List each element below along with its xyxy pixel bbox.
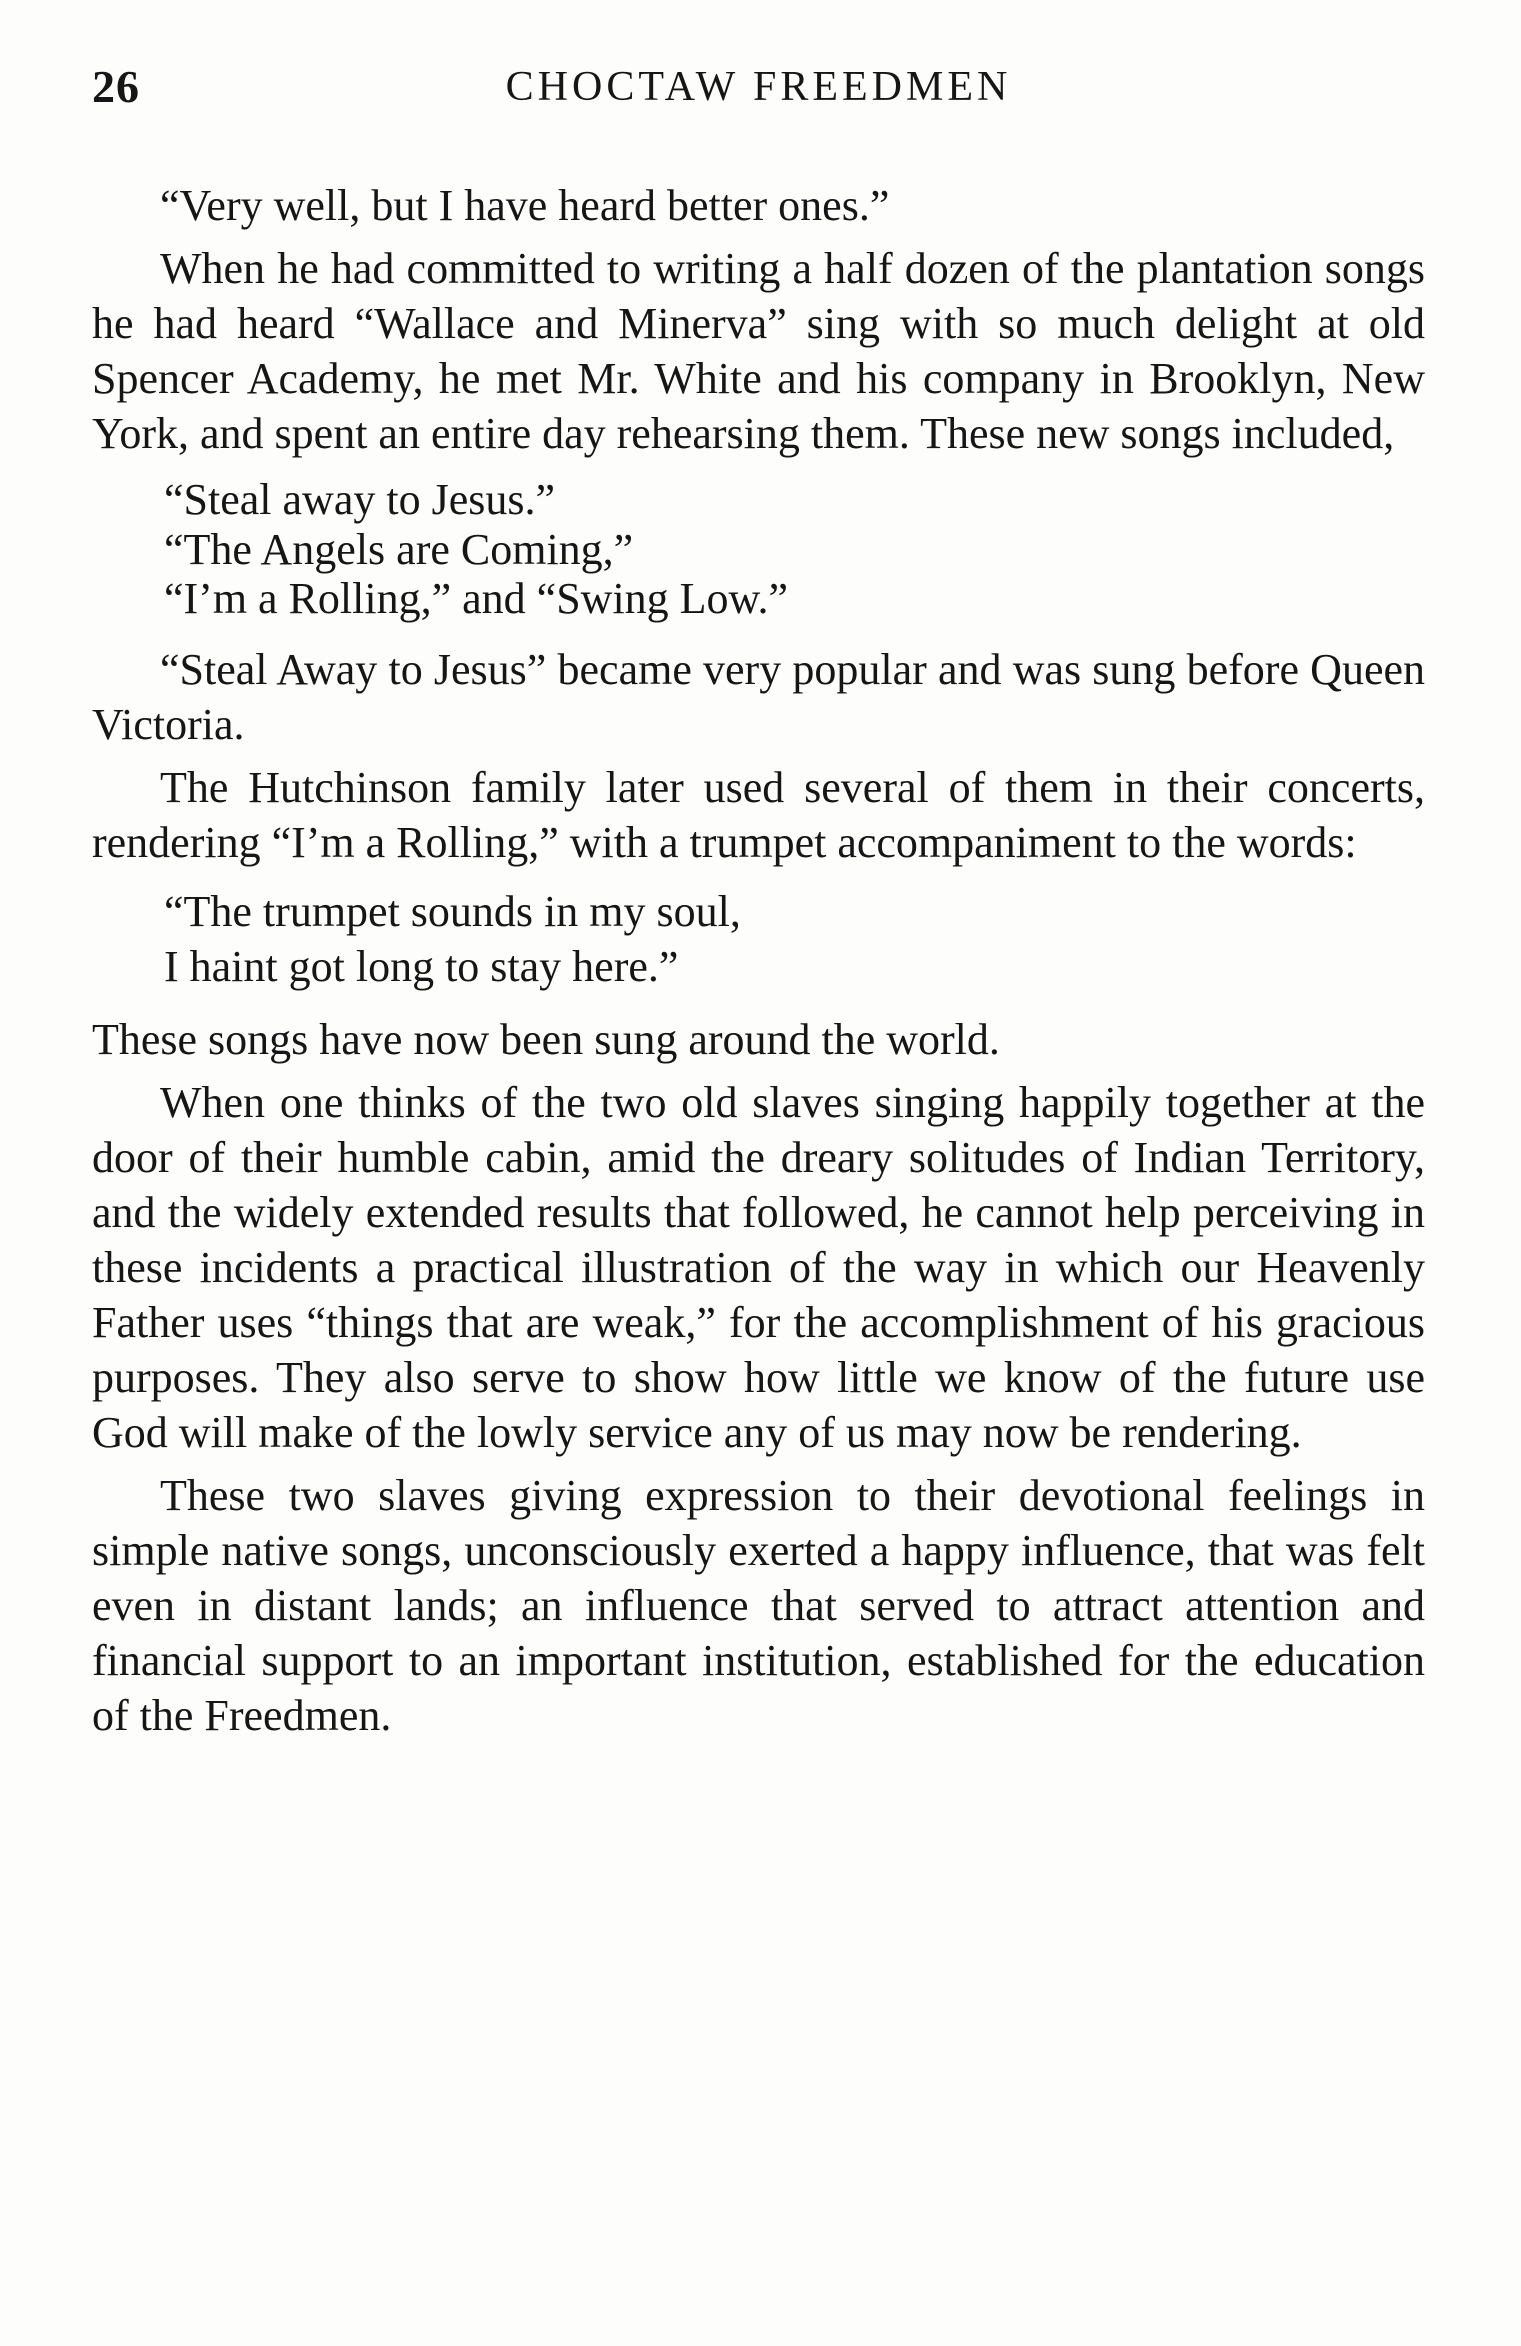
page-text xyxy=(92,178,1425,1743)
paragraph-opening-quote: “Very well, but I have heard better ones.” xyxy=(160,181,890,230)
paragraph-devotional-feelings: These two slaves giving expression to their devotional feelings in simple native songs, unconsciously exerted a happy influence, that was felt even in distant lands; an influence that served to attract attention and financial support to an important institution, established for the education of the Freedmen. xyxy=(92,1471,1425,1741)
verse-line: I haint got long to stay here.” xyxy=(164,942,679,992)
paragraph-hutchinson-family: The Hutchinson family later used several of them in their concerts, rendering “I’m a Rolling,” with a trumpet accompaniment to the words: xyxy=(92,763,1425,868)
paragraph-steal-away-popular: “Steal Away to Jesus” became very popular and was sung before Queen Victoria. xyxy=(92,645,1425,750)
song-line: “The Angels are Coming,” xyxy=(164,524,634,574)
paragraph-two-old-slaves: When one thinks of the two old slaves singing happily together at the door of their humble cabin, amid the dreary solitudes of Indian Territory, and the widely extended results that followed, he cannot help perceiving in these incidents a practical illustration of the way in which our Heavenly Father uses “things that are weak,” for the accomplishment of his gracious purposes. They also serve to show how little we know of the future use God will make of the lowly service any of us may now be rendering. xyxy=(92,1078,1425,1458)
song-title-list xyxy=(164,475,1425,624)
song-line: “I’m a Rolling,” and “Swing Low.” xyxy=(164,574,788,624)
song-line: “Steal away to Jesus.” xyxy=(164,475,555,524)
page-header xyxy=(92,60,1425,126)
page-number: 26 xyxy=(92,61,140,112)
trumpet-verse xyxy=(164,884,1425,994)
verse-line: “The trumpet sounds in my soul, xyxy=(164,887,741,937)
paragraph-songs-around-world: These songs have now been sung around the world. xyxy=(92,1015,1000,1065)
running-title: CHOCTAW FREEDMEN xyxy=(505,64,1012,110)
paragraph-committed-to-writing: When he had committed to writing a half dozen of the plantation songs he had heard “Wallace and Minerva” sing with so much delight at old Spencer Academy, he met Mr. White and his company in Brooklyn, New York, and spent an entire day rehearsing them. These new songs included, xyxy=(92,244,1425,458)
